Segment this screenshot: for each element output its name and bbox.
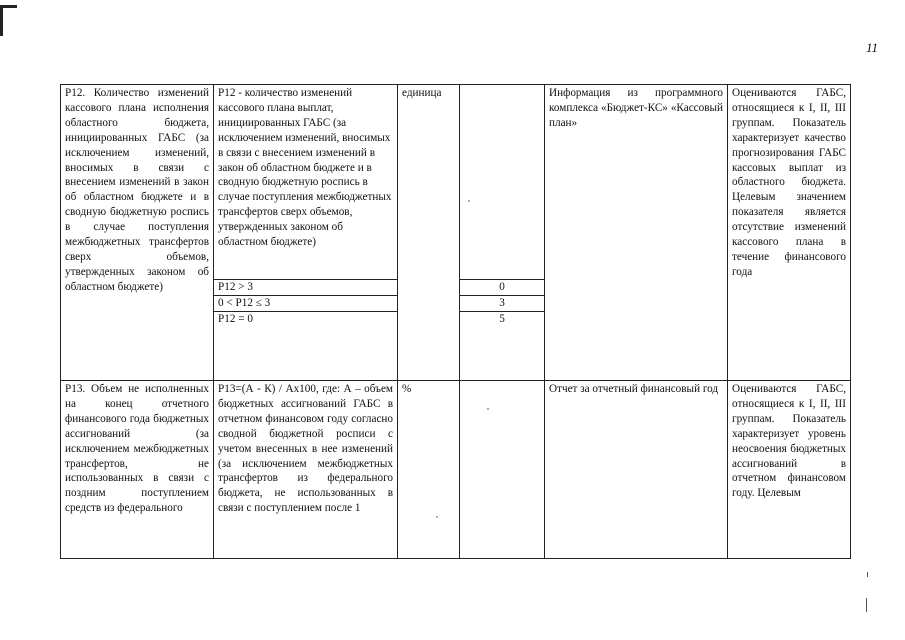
formula-cell	[214, 85, 398, 381]
indicator-cell: Р12. Количество изменений кассового плана исполнения областного бюджета, инициированных ГАБС (за исключением изменений, вносимых в связи с внесением изменений в закон об областном бюджете и в сводную бюджетную роспись в случае поступления межбюджетных трансфертов сверх объемов, утвержденных законом об областном бюджете)	[61, 85, 214, 381]
source-cell: Отчет за отчетный финансовый год	[545, 381, 728, 559]
score-value: 0	[460, 279, 544, 295]
score-value: 5	[460, 311, 544, 327]
condition-row: Р12 > 3	[214, 279, 397, 295]
table-row-p13	[61, 381, 851, 559]
scan-speck	[487, 408, 489, 410]
corner-bracket-mark	[0, 5, 17, 36]
scan-edge-mark	[867, 572, 868, 577]
scan-speck	[468, 200, 470, 202]
formula-cell: Р13=(А - К) / Ах100, где: А – объем бюджетных ассигнований ГАБС в отчетном финансовом году согласно сводной бюджетной росписи с учетом внесенных в нее изменений (за исключением межбюджетных трансфертов из федерального бюджета, не использованных в связи с поступлением после 1	[214, 381, 398, 559]
scan-speck	[436, 516, 438, 518]
comment-cell: Оцениваются ГАБС, относящиеся к I, II, III группам. Показатель характеризует уровень неосвоения бюджетных ассигнований в отчетном финансовом году. Целевым	[728, 381, 851, 559]
unit-cell: %	[398, 381, 460, 559]
score-cell	[460, 85, 545, 381]
score-cell	[460, 381, 545, 559]
condition-row: 0 < Р12 ≤ 3	[214, 295, 397, 311]
comment-cell: Оцениваются ГАБС, относящиеся к I, II, III группам. Показатель характеризует качество прогнозирования ГАБС кассовых выплат из областного бюджета. Целевым значением показателя является отсутствие изменений кассового плана в течение финансового года	[728, 85, 851, 381]
scan-edge-mark	[866, 598, 867, 612]
formula-text: Р12 - количество изменений кассового плана выплат, инициированных ГАБС (за исключением изменений, вносимых в связи с внесением изменений в закон об областном бюджете и в сводную бюджетную роспись в случае поступления межбюджетных трансфертов сверх объемов, утвержденных законом об областном бюджете)	[218, 87, 392, 249]
unit-cell: единица	[398, 85, 460, 381]
source-cell: Информация из программного комплекса «Бюджет-КС» «Кассовый план»	[545, 85, 728, 381]
condition-row: Р12 = 0	[214, 311, 397, 327]
page-number: 11	[866, 40, 879, 55]
indicators-table	[60, 84, 851, 559]
indicator-cell: Р13. Объем не исполненных на конец отчетного финансового года бюджетных ассигнований (за исключением межбюджетных трансфертов, не использованных в связи с поздним поступлением средств из федерального	[61, 381, 214, 559]
score-value: 3	[460, 295, 544, 311]
table-row-p12	[61, 85, 851, 381]
